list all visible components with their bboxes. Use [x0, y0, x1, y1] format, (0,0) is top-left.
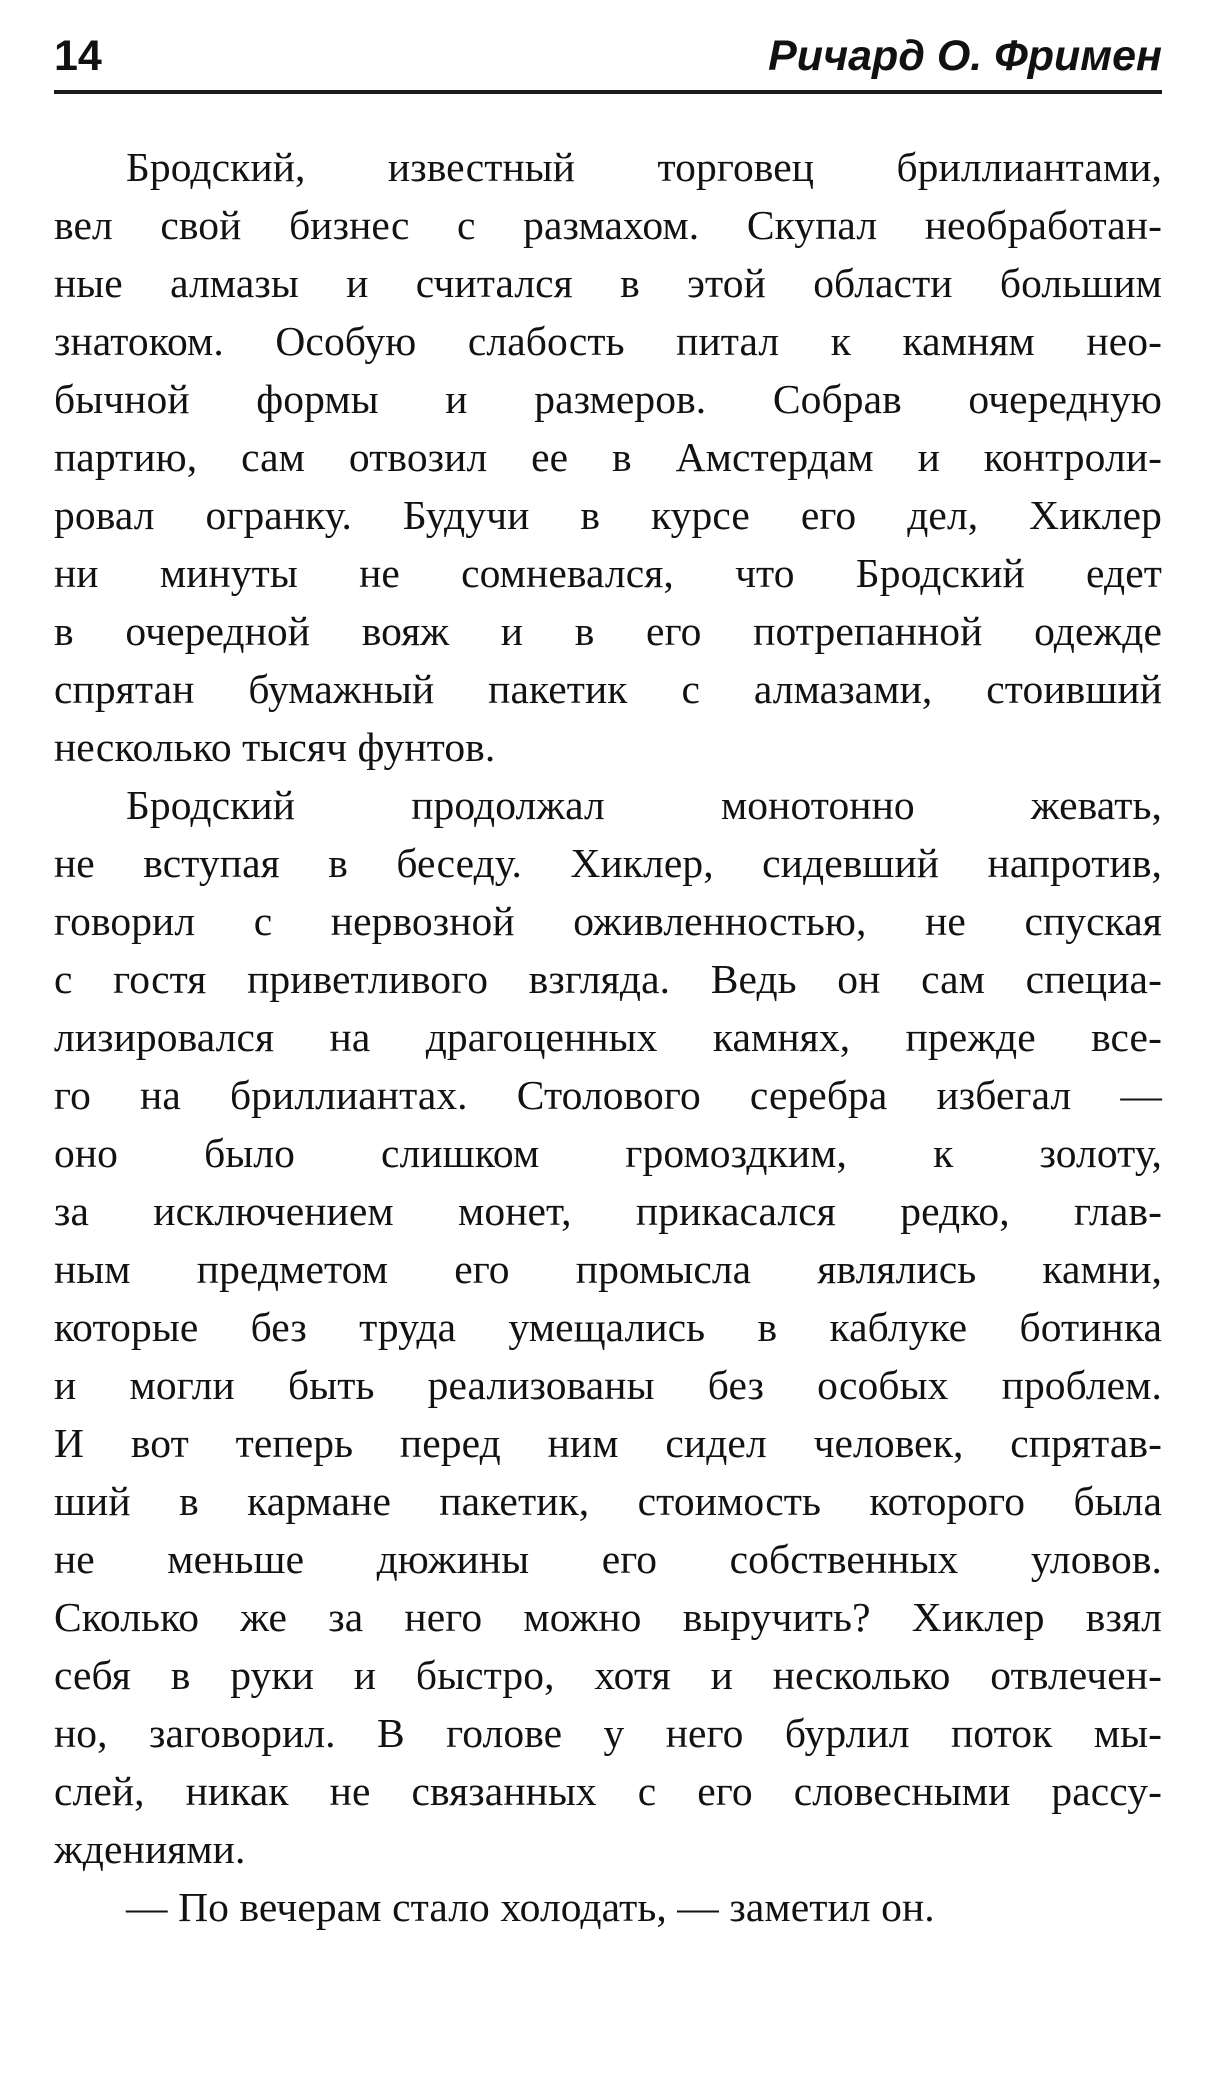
text-line: оно было слишком громоздким, к золоту, [54, 1130, 1162, 1176]
text-line: за исключением монет, прикасался редко, глав- [54, 1188, 1162, 1234]
text-line: го на бриллиантах. Столового серебра избегал — [54, 1072, 1162, 1118]
text-line: не вступая в беседу. Хиклер, сидевший напротив, [54, 840, 1162, 886]
text-line: слей, никак не связанных с его словесными рассу- [54, 1768, 1162, 1814]
text-line: несколько тысяч фунтов. [54, 724, 496, 770]
text-line: спрятан бумажный пакетик с алмазами, стоивший [54, 666, 1162, 712]
text-line: И вот теперь перед ним сидел человек, спрятав- [54, 1420, 1162, 1466]
text-line: знатоком. Особую слабость питал к камням нео- [54, 318, 1162, 364]
text-line: ным предметом его промысла являлись камни, [54, 1246, 1162, 1292]
text-line: не меньше дюжины его собственных уловов. [54, 1536, 1162, 1582]
text-line: себя в руки и быстро, хотя и несколько отвлечен- [54, 1652, 1162, 1698]
book-author-header: Ричард О. Фримен [768, 32, 1162, 80]
text-line: вел свой бизнес с размахом. Скупал необработан- [54, 202, 1162, 248]
text-line: в очередной вояж и в его потрепанной одежде [54, 608, 1162, 654]
text-line: ший в кармане пакетик, стоимость которого была [54, 1478, 1162, 1524]
text-line: ждениями. [54, 1826, 246, 1872]
text-line: Бродский, известный торговец бриллиантами, [126, 144, 1162, 190]
text-line: Бродский продолжал монотонно жевать, [126, 782, 1162, 828]
text-line: говорил с нервозной оживленностью, не спуская [54, 898, 1162, 944]
text-line: бычной формы и размеров. Собрав очередную [54, 376, 1162, 422]
text-line: с гостя приветливого взгляда. Ведь он сам специа- [54, 956, 1162, 1002]
text-line: — По вечерам стало холодать, — заметил он. [126, 1884, 935, 1930]
text-line: и могли быть реализованы без особых проблем. [54, 1362, 1162, 1408]
body-text [54, 138, 1162, 1936]
text-line: которые без труда умещались в каблуке ботинка [54, 1304, 1162, 1350]
text-line: ровал огранку. Будучи в курсе его дел, Хиклер [54, 492, 1162, 538]
text-line: ни минуты не сомневался, что Бродский едет [54, 550, 1162, 596]
text-line: партию, сам отвозил ее в Амстердам и контроли- [54, 434, 1162, 480]
text-line: лизировался на драгоценных камнях, прежде все- [54, 1014, 1162, 1060]
running-header [54, 28, 1162, 94]
text-line: ные алмазы и считался в этой области большим [54, 260, 1162, 306]
page-number: 14 [54, 32, 102, 80]
text-line: но, заговорил. В голове у него бурлил поток мы- [54, 1710, 1162, 1756]
text-line: Сколько же за него можно выручить? Хиклер взял [54, 1594, 1162, 1640]
